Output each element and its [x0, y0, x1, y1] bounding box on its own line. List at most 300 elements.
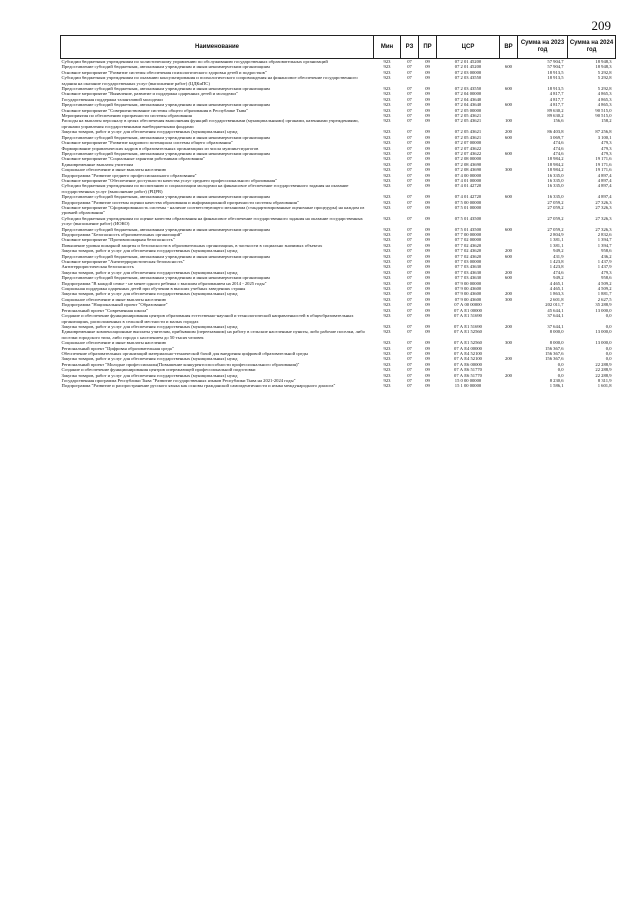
cell-name: Основное мероприятие "Развитие кадрового потенциала системы общего образования"	[61, 140, 233, 146]
cell-csr: 07 7 00 00000	[454, 232, 482, 237]
cell-pr: 09	[425, 183, 430, 189]
cell-sum-2023: 37 644,1	[547, 323, 564, 329]
cell-csr: 07 А E4 52100	[454, 356, 482, 362]
cell-vr: 200	[505, 323, 512, 329]
cell-name: Субсидии бюджетным учреждениям по воспитанию и социализации молодежи на финансовое обеспечение государственного задания на оказание государственных услуг (выполнение работ) (РЦРВ)	[61, 183, 349, 194]
cell-csr: 07 4 01 42720	[454, 183, 482, 189]
cell-name: Повышение уровня пожарной защиты и безопасности в образовательных организациях, в частности в социально значимых объектах	[61, 242, 323, 248]
cell-rz: 07	[407, 161, 412, 167]
cell-sum-2024: 4 865,3	[597, 91, 612, 97]
cell-sum-2024: 5 292,8	[597, 69, 612, 75]
cell-name: Основное мероприятие "Развитие системы обеспечения психологического здоровья детей и подростков"	[61, 69, 267, 75]
cell-csr: 07 9 00 43600	[454, 296, 482, 302]
cell-csr: 07 7 02 43620	[454, 253, 482, 259]
cell-min: 923	[383, 113, 391, 119]
cell-name: Основное мероприятие "Социальные гарантии работникам образования"	[61, 156, 205, 162]
cell-csr: 07 2 05 43621	[454, 118, 482, 124]
cell-name: Формирование управленческих кадров в образовательных организациях из числа мужчин-педагогов	[61, 145, 259, 151]
cell-sum-2023: 0,0	[557, 372, 564, 378]
cell-csr: 07 7 03 43630	[454, 275, 482, 281]
cell-csr: 07 2 03 43550	[454, 86, 482, 92]
cell-sum-2024: 0,0	[605, 350, 612, 356]
cell-rz: 07	[407, 242, 412, 248]
cell-sum-2023: 18 984,2	[547, 156, 564, 162]
cell-min: 923	[383, 296, 391, 302]
cell-pr: 09	[425, 350, 430, 356]
cell-pr: 09	[425, 194, 430, 200]
cell-csr: 07 2 05 43621	[454, 134, 482, 140]
cell-min: 923	[383, 361, 391, 367]
cell-sum-2024: 479,3	[601, 140, 612, 146]
cell-vr: 200	[505, 291, 512, 297]
cell-pr: 09	[425, 64, 430, 70]
cell-min: 923	[383, 177, 391, 183]
cell-csr: 07 5 01 43500	[454, 215, 482, 221]
cell-csr: 07 2 07 00000	[454, 140, 482, 146]
cell-vr: 600	[505, 253, 512, 259]
cell-sum-2023: 1 423,8	[549, 259, 564, 265]
cell-pr: 09	[425, 302, 430, 308]
cell-csr: 07 2 07 43622	[454, 150, 482, 156]
cell-sum-2023: 202 011,7	[545, 302, 564, 308]
cell-rz: 07	[407, 296, 412, 302]
cell-rz: 07	[407, 118, 412, 124]
cell-min: 923	[383, 232, 391, 237]
cell-vr: 300	[505, 167, 512, 173]
cell-name: Предоставление субсидий бюджетным, автономным учреждениям и иным некоммерческим организациям	[61, 86, 270, 92]
cell-rz: 07	[407, 194, 412, 200]
cell-min: 923	[383, 286, 391, 292]
cell-pr: 09	[425, 356, 430, 362]
cell-rz: 07	[407, 183, 412, 189]
cell-min: 923	[383, 350, 391, 356]
cell-sum-2024: 1 394,7	[597, 242, 612, 248]
cell-rz: 07	[407, 113, 412, 119]
cell-name: Единовременные выплаты учителям	[61, 161, 134, 167]
cell-csr: 07 9 00 43600	[454, 286, 482, 292]
cell-rz: 07	[407, 145, 412, 151]
header-csr: ЦСР	[437, 36, 500, 59]
budget-table	[60, 35, 616, 389]
cell-csr: 07 А E1 51690	[454, 323, 482, 329]
cell-min: 923	[383, 107, 391, 113]
cell-min: 923	[383, 86, 391, 92]
cell-min: 923	[383, 75, 391, 81]
cell-sum-2023: 156,6	[553, 118, 564, 124]
cell-pr: 09	[425, 113, 430, 119]
cell-min: 923	[383, 150, 391, 156]
cell-sum-2024: 22 288,9	[595, 367, 612, 373]
cell-rz: 07	[407, 280, 412, 286]
cell-vr: 600	[505, 64, 512, 70]
cell-min: 923	[383, 372, 391, 378]
cell-name: Субсидии бюджетным учреждениям по оказанию консультирования и психологического сопровождения на финансовое обеспечение государственного задания на оказание государственных услуг (выполнение работ) (ЦДКиПС)	[61, 75, 358, 86]
cell-vr: 200	[505, 248, 512, 254]
cell-csr: 07 2 08 43690	[454, 161, 482, 167]
cell-vr	[500, 205, 518, 216]
cell-sum-2023: 45 644,1	[547, 307, 564, 313]
cell-min: 923	[383, 259, 391, 265]
cell-sum-2023: 0,0	[557, 367, 564, 373]
cell-name: Предоставление субсидий бюджетным, автономным учреждениям и иным некоммерческим организациям	[61, 275, 270, 281]
cell-vr: 600	[505, 134, 512, 140]
cell-sum-2024: 19 171,6	[595, 156, 612, 162]
cell-min: 923	[383, 313, 391, 319]
cell-name: Основное мероприятие "Антитеррористическая безопасность"	[61, 259, 185, 265]
header-sum-2024: Сумма на 2024 год	[568, 36, 616, 59]
cell-csr: 15 1 00 00000	[454, 383, 482, 389]
cell-sum-2024: 4 509,2	[597, 280, 612, 286]
cell-name: Мероприятия по обеспечению прозрачности системы образования	[61, 113, 192, 119]
header-pr: ПР	[419, 36, 437, 59]
cell-csr: 07 А E1 00000	[454, 307, 482, 313]
cell-sum-2024: 22 288,9	[595, 361, 612, 367]
cell-pr: 09	[425, 86, 430, 92]
cell-min: 923	[383, 69, 391, 75]
cell-sum-2023: 18 913,5	[547, 69, 564, 75]
cell-min: 923	[383, 140, 391, 146]
cell-rz: 07	[407, 383, 412, 389]
cell-min: 923	[383, 367, 391, 373]
cell-rz: 07	[407, 313, 412, 319]
cell-sum-2024: 4 865,3	[597, 96, 612, 102]
cell-sum-2023: 86 403,8	[547, 129, 564, 135]
cell-csr: 07 2 05 43621	[454, 113, 482, 119]
cell-csr: 07 А E6 51770	[454, 372, 482, 378]
cell-sum-2024: 0,0	[605, 323, 612, 329]
cell-sum-2024: 19 171,6	[595, 161, 612, 167]
cell-rz: 07	[407, 307, 412, 313]
page-number: 209	[591, 18, 611, 33]
cell-name: Основное мероприятие "Обеспечение доступности качества услуг среднего профессионального образования"	[61, 177, 277, 183]
table-row	[61, 329, 616, 340]
cell-vr: 600	[505, 194, 512, 200]
cell-csr: 07 2 05 43621	[454, 129, 482, 135]
cell-rz: 07	[407, 59, 412, 64]
cell-rz: 07	[407, 199, 412, 205]
cell-pr: 09	[425, 199, 430, 205]
cell-rz: 07	[407, 177, 412, 183]
cell-min: 923	[383, 102, 391, 108]
cell-pr: 09	[425, 372, 430, 378]
cell-sum-2024: 0,0	[605, 356, 612, 362]
cell-rz: 07	[407, 264, 412, 270]
cell-min: 923	[383, 307, 391, 313]
cell-name: Закупка товаров, работ и услуг для обеспечения государственных (муниципальных) нужд	[61, 269, 238, 275]
cell-rz: 07	[407, 345, 412, 351]
cell-pr: 09	[425, 313, 430, 319]
cell-sum-2023: 1 586,1	[549, 383, 564, 389]
cell-pr: 09	[425, 307, 430, 313]
cell-csr: 07 5 01 00000	[454, 204, 482, 210]
cell-pr: 09	[425, 275, 430, 281]
cell-name: Предоставление субсидий бюджетным, автономным учреждениям и иным некоммерческим организациям	[61, 194, 270, 200]
cell-csr: 07 7 02 43620	[454, 242, 482, 248]
cell-csr: 07 А E6 00000	[454, 361, 482, 367]
cell-pr: 09	[425, 329, 430, 335]
cell-csr: 07 2 08 00000	[454, 156, 482, 162]
cell-name: Антитеррористическая безопасность	[61, 264, 134, 270]
cell-sum-2023: 27 059,2	[547, 226, 564, 232]
cell-name: Создание и обеспечение функционирования центров опережающей профессиональной подготовки	[61, 367, 256, 373]
cell-sum-2024: 4 865,3	[597, 102, 612, 108]
cell-name: Субсидии бюджетным учреждениям по холистическому управлению по обслуживанию государственных образовательных организаций	[61, 59, 328, 64]
cell-name: Социальная поддержка одаренных детей при обучении в высших учебных заведениях страны	[61, 286, 246, 292]
cell-sum-2024: 13 000,0	[595, 307, 612, 313]
cell-sum-2024: 27 326,3	[595, 199, 612, 205]
cell-sum-2024: 19 171,6	[595, 167, 612, 173]
cell-min: 923	[383, 167, 391, 173]
cell-vr: 200	[505, 129, 512, 135]
cell-sum-2024: 0,0	[605, 313, 612, 319]
cell-pr: 09	[425, 253, 430, 259]
cell-name: Расходы на выплаты персоналу в целях обеспечения выполнения функций государственными (муниципальными) органами, казенными учреждениями, органами управления государственными внебюджетными фондами	[61, 118, 359, 129]
cell-sum-2024: 90 515,0	[595, 113, 612, 119]
cell-sum-2024: 8 311,9	[597, 377, 612, 383]
cell-rz: 07	[407, 64, 412, 70]
cell-vr: 200	[505, 356, 512, 362]
cell-min: 923	[383, 323, 391, 329]
cell-pr: 09	[425, 167, 430, 173]
cell-min: 923	[383, 156, 391, 162]
cell-sum-2023: 16 335,0	[547, 177, 564, 183]
cell-name: Подпрограмма "В каждой семье - не менее одного ребенка с высшим образованием на 2014 - 2025 годы"	[61, 280, 267, 286]
cell-sum-2023: 16 335,0	[547, 183, 564, 189]
cell-min: 923	[383, 118, 391, 124]
cell-min: 923	[383, 329, 391, 335]
cell-sum-2024: 4 897,4	[597, 172, 612, 178]
cell-csr: 07 2 04 43640	[454, 96, 482, 102]
cell-rz: 07	[407, 134, 412, 140]
cell-name: Подпрограмма "Развитие и распространение русского языка как основы гражданской самоидентичности и языка международного диалога"	[61, 383, 336, 389]
cell-rz: 07	[407, 286, 412, 292]
cell-csr: 07 2 03 43550	[454, 75, 482, 81]
cell-pr: 09	[425, 377, 430, 383]
cell-csr: 15 0 00 00000	[454, 377, 482, 383]
cell-sum-2023: 474,6	[553, 145, 564, 151]
cell-pr: 09	[425, 161, 430, 167]
cell-pr: 09	[425, 177, 430, 183]
cell-rz: 07	[407, 204, 412, 210]
cell-min: 923	[383, 237, 391, 243]
cell-rz: 07	[407, 323, 412, 329]
cell-sum-2024: 1 881,7	[597, 291, 612, 297]
cell-min: 923	[383, 199, 391, 205]
cell-sum-2024: 87 256,8	[595, 129, 612, 135]
cell-sum-2023: 89 630,2	[547, 107, 564, 113]
cell-pr: 09	[425, 129, 430, 135]
cell-sum-2023: 1 381,1	[549, 242, 564, 248]
cell-min: 923	[383, 129, 391, 135]
cell-pr: 09	[425, 91, 430, 97]
cell-name: Основное мероприятие "Сформированность системы - наличие соответствующего механизма (стандартизированные оценочные процедуры) на каждом из уровней образования"	[61, 204, 365, 216]
cell-pr: 09	[425, 367, 430, 373]
cell-sum-2024: 5 292,8	[597, 86, 612, 92]
cell-rz: 07	[407, 156, 412, 162]
cell-sum-2024: 5 292,8	[597, 75, 612, 81]
cell-sum-2023: 4 465,1	[549, 286, 564, 292]
cell-sum-2023: 2 601,8	[549, 296, 564, 302]
cell-min: 923	[383, 302, 391, 308]
cell-sum-2024: 479,3	[601, 145, 612, 151]
cell-rz: 07	[407, 91, 412, 97]
cell-sum-2023: 1 863,3	[549, 291, 564, 297]
cell-min: 923	[383, 59, 391, 64]
cell-vr	[500, 216, 518, 227]
cell-vr: 200	[505, 269, 512, 275]
cell-name: Предоставление субсидий бюджетным, автономным учреждениям и иным некоммерческим организациям	[61, 150, 270, 156]
cell-pr: 09	[425, 345, 430, 351]
cell-vr	[500, 183, 518, 194]
cell-name: Основное мероприятие "Противопожарная безопасность"	[61, 237, 175, 243]
cell-pr: 09	[425, 383, 430, 389]
cell-name: Подпрограмма "Развитие среднего профессионального образования"	[61, 172, 197, 178]
cell-rz: 07	[407, 86, 412, 92]
cell-pr: 09	[425, 204, 430, 210]
cell-name: Закупка товаров, работ и услуг для обеспечения государственных (муниципальных) нужд	[61, 323, 238, 329]
cell-csr: 07 А E4 52100	[454, 350, 482, 356]
cell-sum-2023: 949,2	[553, 275, 564, 281]
cell-sum-2024: 158,2	[601, 118, 612, 124]
cell-sum-2024: 479,3	[601, 150, 612, 156]
cell-pr: 09	[425, 264, 430, 270]
cell-min: 923	[383, 172, 391, 178]
cell-pr: 09	[425, 280, 430, 286]
cell-sum-2023: 4 465,1	[549, 280, 564, 286]
cell-name: Региональный проект "Современная школа"	[61, 307, 149, 313]
cell-sum-2023: 27 059,2	[547, 215, 564, 221]
cell-rz: 07	[407, 150, 412, 156]
cell-name: Основное мероприятие "Совершенствование системы общего образования в Республике Тыва"	[61, 107, 248, 113]
cell-pr: 09	[425, 296, 430, 302]
cell-sum-2024: 2 832,6	[597, 232, 612, 237]
cell-csr: 07 5 00 00000	[454, 199, 482, 205]
cell-sum-2023: 156 367,6	[545, 350, 564, 356]
cell-min: 923	[383, 215, 391, 221]
cell-min: 923	[383, 248, 391, 254]
cell-pr: 09	[425, 150, 430, 156]
cell-name: Субсидии бюджетным учреждениям по оценке качества образования на финансовое обеспечение государственного задания на оказание государственных услуг (выполнение работ) (ИОКО)	[61, 215, 363, 227]
cell-pr: 09	[425, 259, 430, 265]
cell-pr: 09	[425, 291, 430, 297]
header-min: Мин	[374, 36, 401, 59]
cell-pr: 09	[425, 215, 430, 221]
cell-rz: 07	[407, 248, 412, 254]
cell-rz: 07	[407, 172, 412, 178]
cell-sum-2024: 0,0	[605, 345, 612, 351]
cell-pr: 09	[425, 226, 430, 232]
cell-sum-2024: 27 326,3	[595, 204, 612, 210]
cell-name: Подпрограмма "Развитие системы оценки качества образования и информационной прозрачности системы образования"	[61, 199, 299, 205]
cell-min: 923	[383, 226, 391, 232]
cell-sum-2023: 37 644,1	[547, 313, 564, 319]
cell-csr: 07 А E4 00000	[454, 345, 482, 351]
cell-rz: 07	[407, 275, 412, 281]
cell-csr: 07 2 08 43690	[454, 167, 482, 173]
cell-sum-2024: 35 288,9	[595, 302, 612, 308]
cell-sum-2023: 4 817,7	[549, 91, 564, 97]
cell-rz: 07	[407, 107, 412, 113]
cell-name: Предоставление субсидий бюджетным, автономным учреждениям и иным некоммерческим организациям	[61, 134, 270, 140]
cell-min: 923	[383, 264, 391, 270]
cell-vr: 600	[505, 86, 512, 92]
cell-rz: 07	[407, 259, 412, 265]
cell-vr: 200	[505, 372, 512, 378]
cell-csr: 07 9 00 43600	[454, 291, 482, 297]
cell-csr: 07 2 01 45200	[454, 64, 482, 70]
table-row	[61, 383, 616, 388]
cell-csr: 07 2 04 43640	[454, 102, 482, 108]
cell-min: 923	[383, 269, 391, 275]
cell-sum-2023: 156 367,6	[545, 345, 564, 351]
cell-rz: 07	[407, 102, 412, 108]
cell-name: Подпрограмма "Безопасность образовательных организаций"	[61, 232, 182, 237]
header-rz: РЗ	[401, 36, 419, 59]
cell-min: 923	[383, 383, 391, 389]
cell-csr: 07 7 03 00000	[454, 259, 482, 265]
cell-vr	[500, 329, 518, 340]
table-row	[61, 216, 616, 227]
cell-vr: 600	[505, 102, 512, 108]
header-sum-2023: Сумма на 2023 год	[518, 36, 568, 59]
cell-rz: 07	[407, 75, 412, 81]
cell-min: 923	[383, 204, 391, 210]
cell-csr: 07 7 03 43630	[454, 269, 482, 275]
cell-rz: 07	[407, 269, 412, 275]
cell-name: Региональный проект "Молодые профессионалы(Повышение конкурентоспособности профессионального образования)"	[61, 361, 300, 367]
cell-sum-2024: 479,3	[601, 269, 612, 275]
cell-sum-2023: 1 381,1	[549, 237, 564, 243]
cell-min: 923	[383, 253, 391, 259]
cell-pr: 09	[425, 69, 430, 75]
cell-sum-2024: 22 288,9	[595, 372, 612, 378]
cell-min: 923	[383, 345, 391, 351]
cell-sum-2023: 16 335,0	[547, 172, 564, 178]
cell-pr: 09	[425, 242, 430, 248]
cell-rz: 07	[407, 367, 412, 373]
cell-name: Закупка товаров, работ и услуг для обеспечения государственных (муниципальных) нужд	[61, 356, 238, 362]
cell-name: Закупка товаров, работ и услуг для обеспечения государственных (муниципальных) нужд	[61, 129, 238, 135]
cell-sum-2024: 4 897,4	[597, 183, 612, 189]
cell-name: Закупка товаров, работ и услуг для обеспечения государственных (муниципальных) нужд	[61, 372, 238, 378]
cell-csr: 07 4 00 00000	[454, 172, 482, 178]
cell-csr: 07 А E1 52560	[454, 340, 482, 346]
cell-vr: 100	[505, 118, 512, 124]
cell-sum-2023: 3 069,7	[549, 134, 564, 140]
cell-pr: 09	[425, 323, 430, 329]
cell-min: 923	[383, 291, 391, 297]
cell-min: 923	[383, 194, 391, 200]
cell-sum-2024: 27 326,3	[595, 226, 612, 232]
cell-csr: 07 2 05 00000	[454, 107, 482, 113]
cell-rz: 07	[407, 237, 412, 243]
cell-sum-2024: 436,2	[601, 253, 612, 259]
cell-pr: 09	[425, 145, 430, 151]
cell-sum-2023: 474,6	[553, 140, 564, 146]
cell-sum-2024: 1 394,7	[597, 237, 612, 243]
cell-sum-2024: 1 601,8	[597, 383, 612, 389]
cell-pr: 09	[425, 107, 430, 113]
cell-sum-2023: 1 423,8	[549, 264, 564, 270]
table-row	[61, 205, 616, 216]
cell-vr: 600	[505, 150, 512, 156]
cell-pr: 09	[425, 248, 430, 254]
cell-sum-2023: 949,2	[553, 248, 564, 254]
cell-name: Предоставление субсидий бюджетным, автономным учреждениям и иным некоммерческим организациям	[61, 226, 270, 232]
cell-pr: 09	[425, 232, 430, 237]
cell-pr: 09	[425, 102, 430, 108]
cell-csr: 07 7 02 00000	[454, 237, 482, 243]
